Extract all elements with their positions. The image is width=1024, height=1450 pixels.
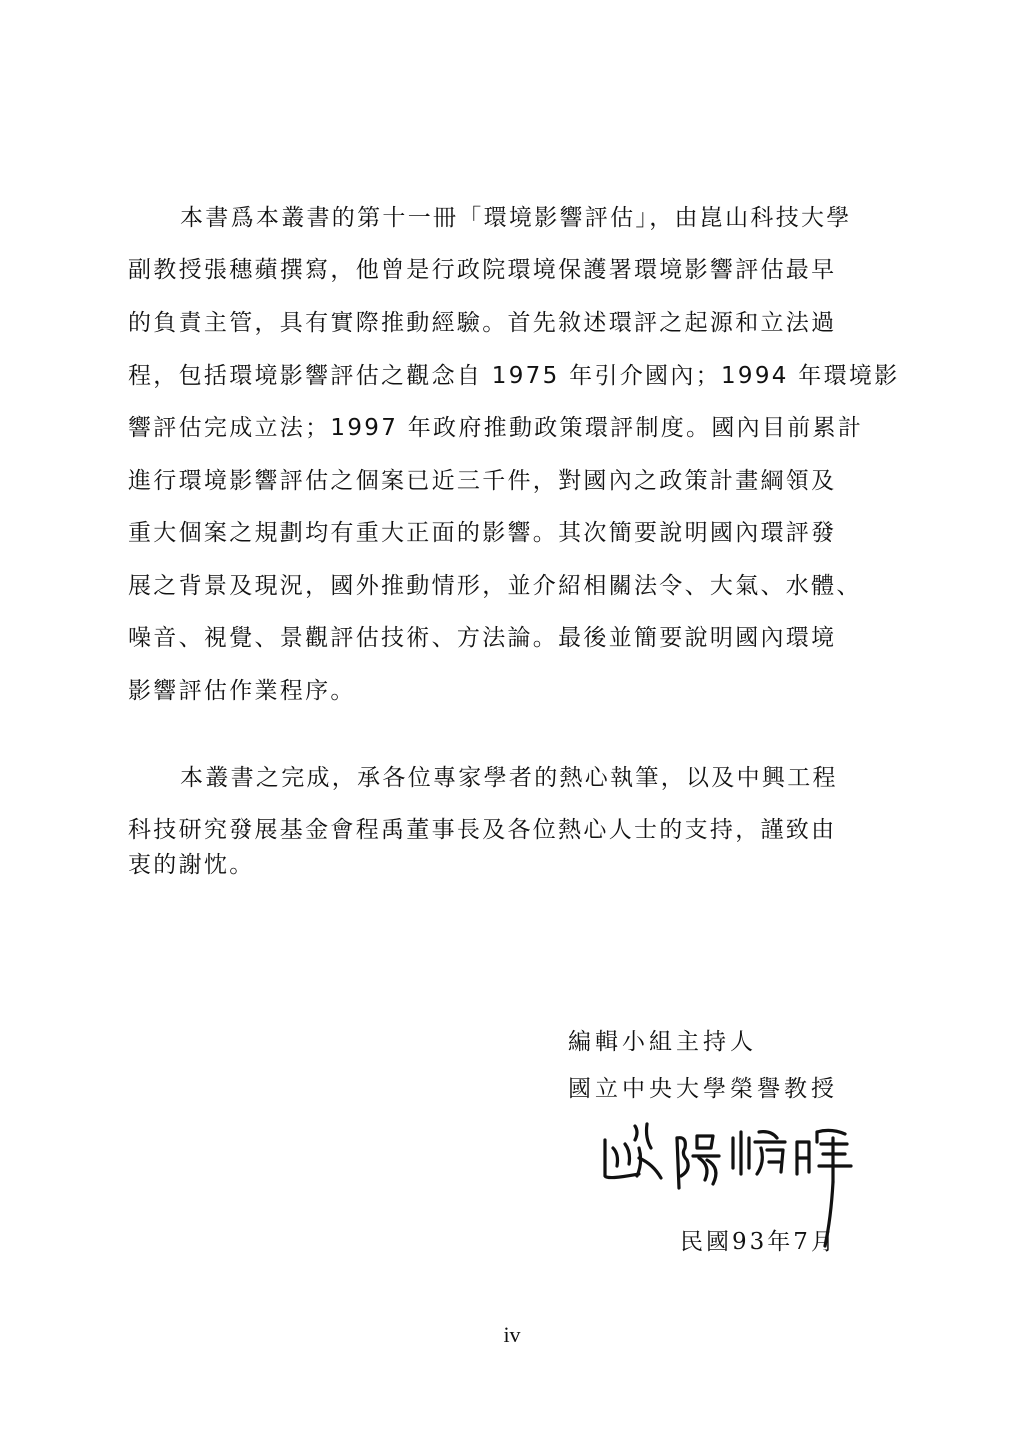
paragraph-line: 進行環境影響評估之個案已近三千件，對國內之政策計畫綱領及	[128, 468, 837, 494]
paragraph-line: 副教授張穗蘋撰寫，他曾是行政院環境保護署環境影響評估最早	[128, 257, 837, 283]
signer-role: 編輯小組主持人	[568, 1029, 757, 1055]
paragraph-line: 本叢書之完成，承各位專家學者的熱心執筆，以及中興工程	[180, 765, 838, 791]
page-number: iv	[503, 1322, 521, 1347]
paragraph-line: 本書爲本叢書的第十一冊「環境影響評估」，由崑山科技大學	[180, 205, 852, 231]
paragraph-line: 響評估完成立法；1997 年政府推動政策環評制度。國內目前累計	[128, 415, 864, 441]
paragraph-line: 衷的謝忱。	[128, 852, 255, 878]
paragraph-line: 科技研究發展基金會程禹董事長及各位熱心人士的支持，謹致由	[128, 817, 837, 843]
paragraph-line: 重大個案之規劃均有重大正面的影響。其次簡要說明國內環評發	[128, 520, 837, 546]
paragraph-line: 噪音、視覺、景觀評估技術、方法論。最後並簡要說明國內環境	[128, 625, 837, 651]
signature-date: 民國93年7月	[680, 1229, 837, 1255]
paragraph-line: 程，包括環境影響評估之觀念自 1975 年引介國內；1994 年環境影	[128, 363, 900, 389]
paragraph-line: 影響評估作業程序。	[128, 678, 356, 704]
paragraph-line: 的負責主管，具有實際推動經驗。首先敘述環評之起源和立法過	[128, 310, 837, 336]
paragraph-line: 展之背景及現況，國外推動情形，並介紹相關法令、大氣、水體、	[128, 573, 862, 599]
signer-affiliation: 國立中央大學榮譽教授	[568, 1076, 838, 1102]
